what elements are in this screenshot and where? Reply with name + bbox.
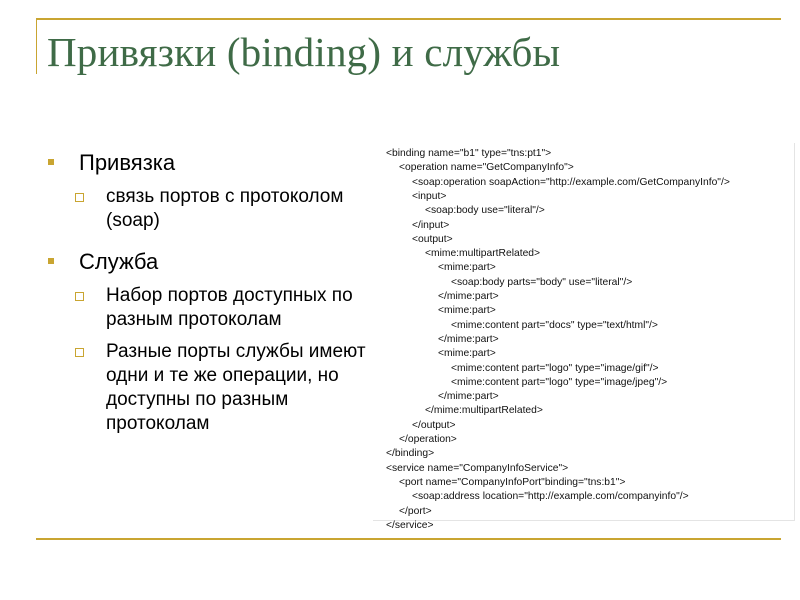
- wsdl-code-snippet: [373, 143, 795, 531]
- code-line: </mime:multipartRelated>: [425, 405, 543, 417]
- code-line: <binding name="b1" type="tns:pt1">: [386, 148, 552, 159]
- code-line: </mime:part>: [438, 333, 499, 345]
- square-bullet-icon: [48, 258, 54, 264]
- sub-bullet-item: [48, 284, 378, 332]
- bullet-item: [48, 148, 378, 177]
- hollow-square-bullet-icon: [75, 348, 84, 357]
- sub-bullet-text: Набор портов доступных по разным протоколам: [106, 285, 353, 330]
- code-line: <operation name="GetCompanyInfo">: [399, 162, 574, 174]
- bottom-rule: [36, 538, 781, 540]
- square-bullet-icon: [48, 159, 54, 165]
- code-line: <port name="CompanyInfoPort"binding="tns:b1">: [399, 476, 626, 488]
- code-line: <mime:part>: [438, 305, 496, 317]
- bullet-text: Служба: [79, 249, 159, 274]
- code-line: </input>: [412, 219, 450, 231]
- code-line: <soap:address location="http://example.com/companyinfo"/>: [412, 491, 689, 503]
- code-line: <mime:part>: [438, 262, 496, 274]
- sub-bullet-text: связь портов с протоколом (soap): [106, 186, 344, 231]
- code-line: <mime:content part="logo" type="image/gif"/>: [451, 362, 659, 374]
- snippet-edge-bottom: [373, 520, 795, 521]
- code-line: </binding>: [386, 448, 435, 460]
- code-line: </operation>: [399, 434, 457, 445]
- code-line: <mime:multipartRelated>: [425, 248, 541, 260]
- code-line: <soap:operation soapAction="http://example.com/GetCompanyInfo"/>: [412, 176, 730, 188]
- slide-title: Привязки (binding) и службы: [47, 29, 561, 75]
- hollow-square-bullet-icon: [75, 193, 84, 202]
- sub-bullet-item: [48, 340, 378, 436]
- title-top-rule: [36, 18, 781, 20]
- code-line: <mime:part>: [438, 348, 496, 360]
- code-line: <soap:body parts="body" use="literal"/>: [451, 276, 633, 288]
- code-line: </output>: [412, 419, 456, 431]
- code-line: </service>: [386, 519, 434, 531]
- title-left-stub: [36, 18, 37, 74]
- code-line: <soap:body use="literal"/>: [425, 205, 545, 217]
- bullet-item: [48, 247, 378, 276]
- code-line: </mime:part>: [438, 391, 499, 403]
- bullet-list: [48, 148, 378, 444]
- code-line: </port>: [399, 505, 432, 517]
- code-line: </mime:part>: [438, 291, 499, 302]
- code-line: <mime:content part="logo" type="image/jpeg"/>: [451, 376, 668, 388]
- bullet-text: Привязка: [79, 150, 176, 175]
- code-line: <input>: [412, 190, 447, 202]
- code-line: <output>: [412, 233, 453, 245]
- code-line: <service name="CompanyInfoService">: [386, 462, 569, 474]
- snippet-edge-right: [794, 143, 795, 521]
- sub-bullet-text: Разные порты службы имеют одни и те же операции, но доступны по разным протоколам: [106, 341, 366, 434]
- sub-bullet-item: [48, 185, 378, 233]
- hollow-square-bullet-icon: [75, 292, 84, 301]
- code-line: <mime:content part="docs" type="text/html"/>: [451, 319, 658, 331]
